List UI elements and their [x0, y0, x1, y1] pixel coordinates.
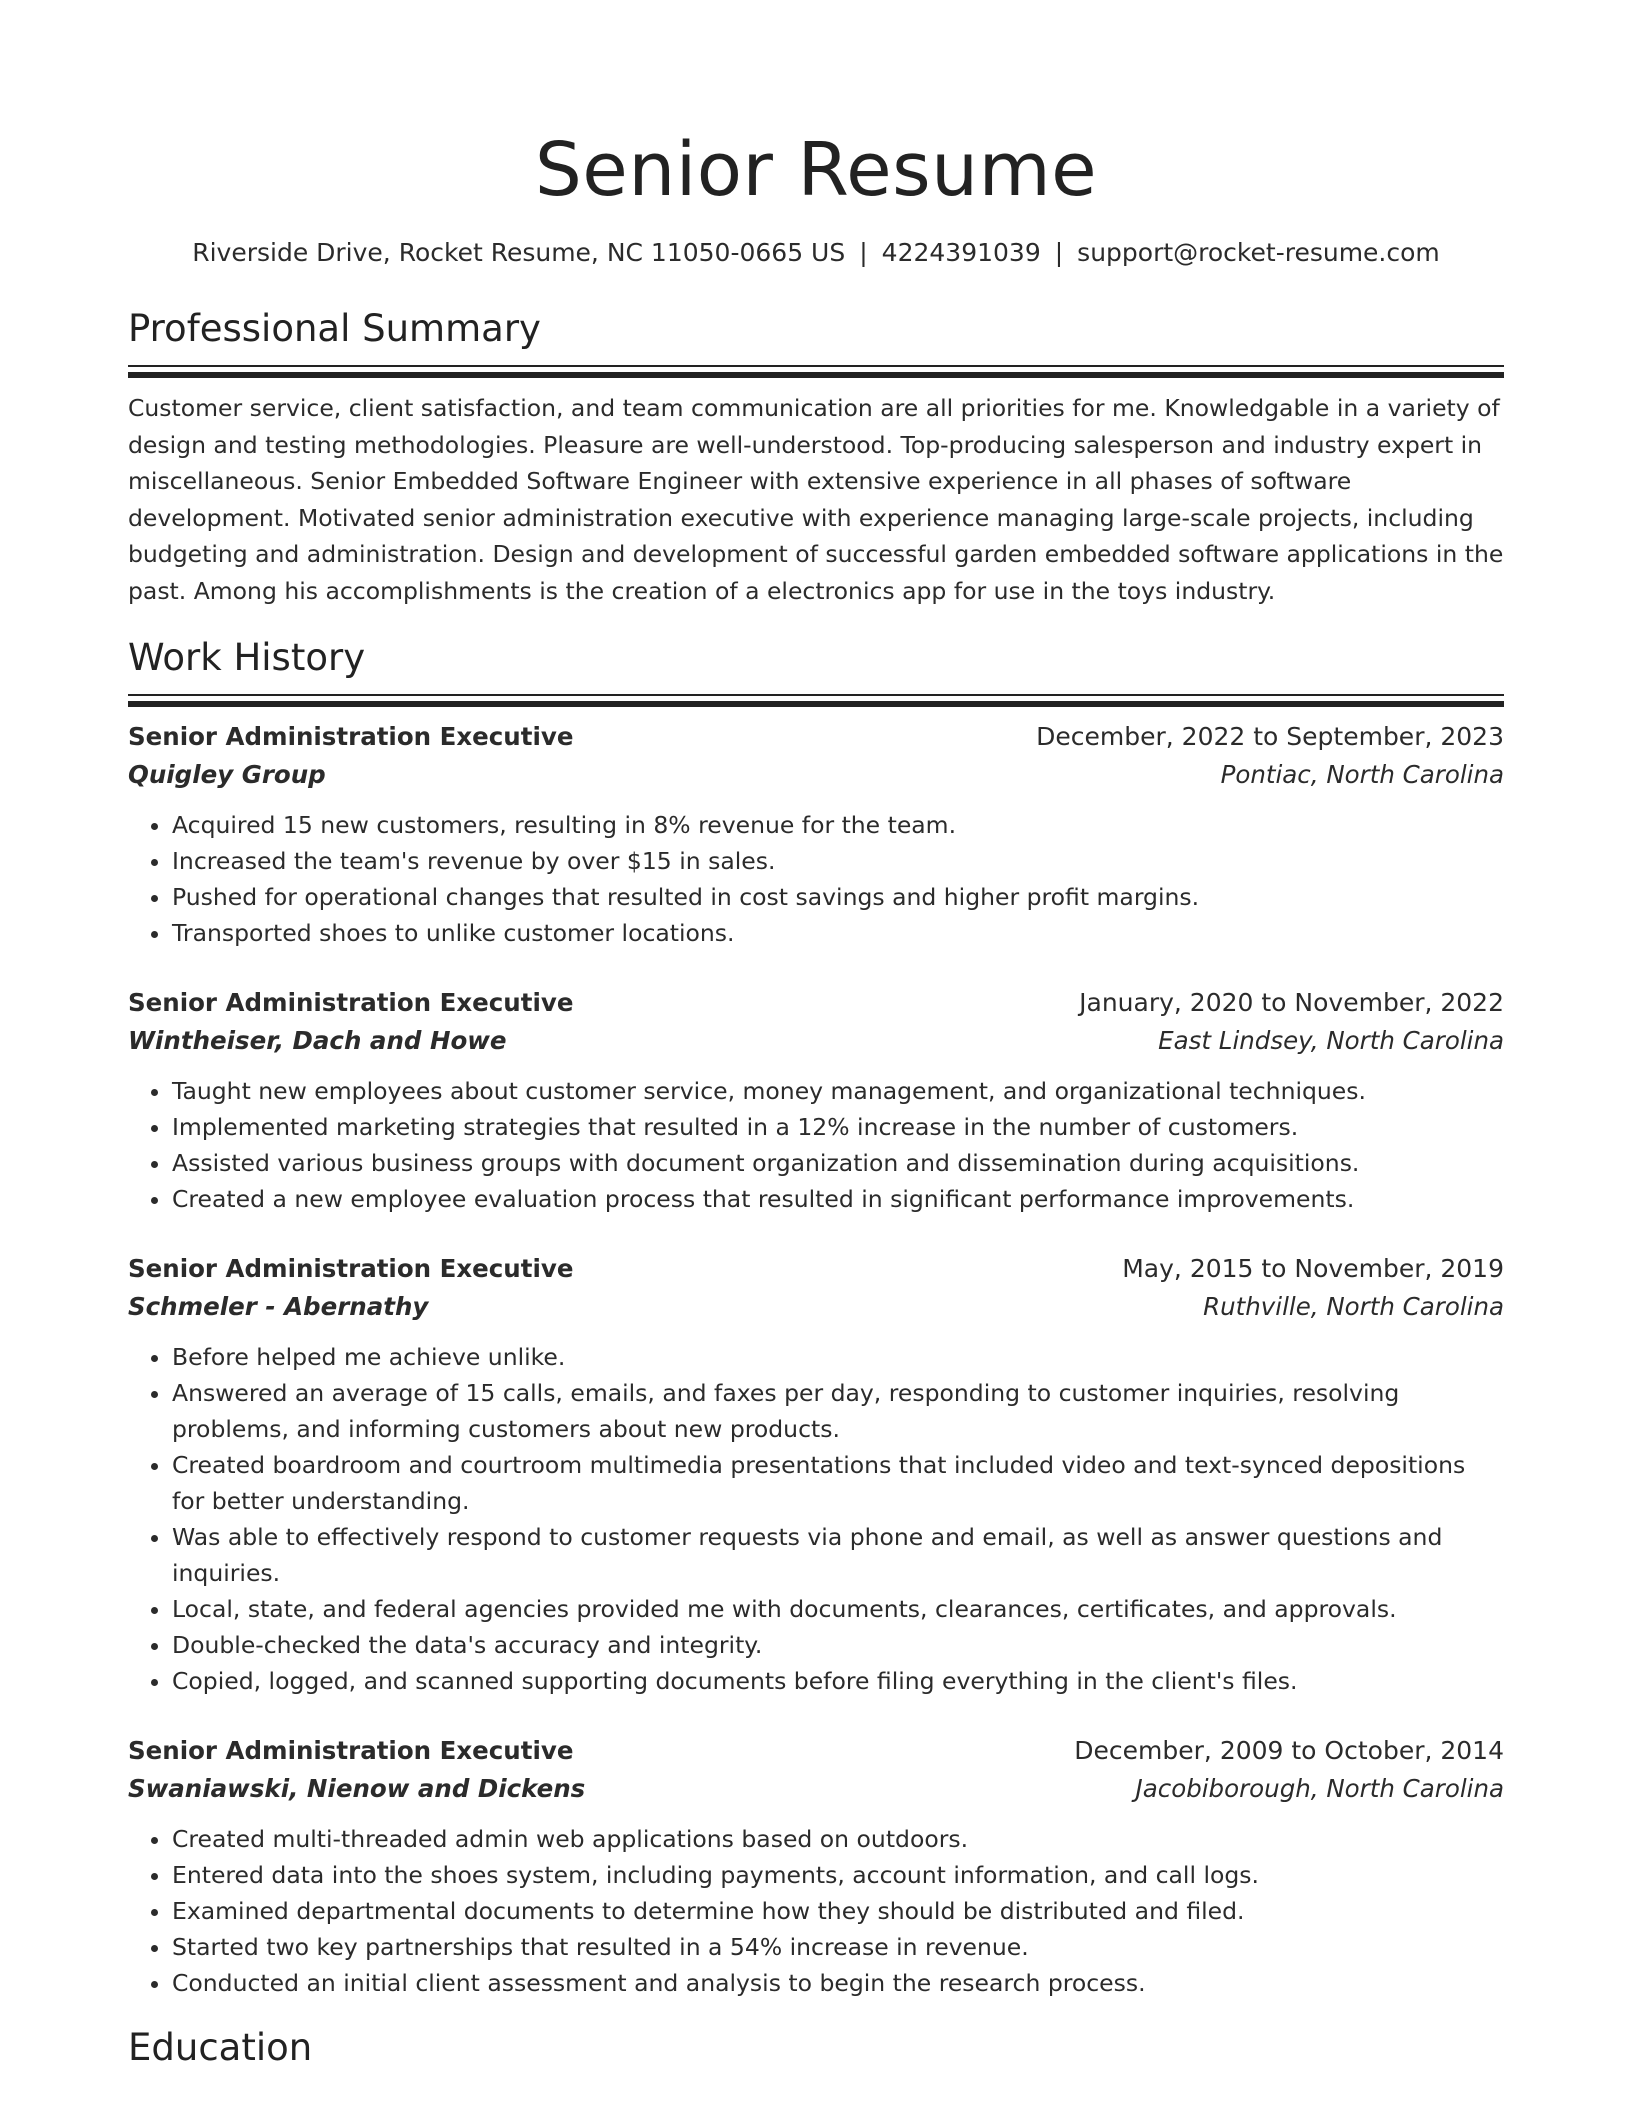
- job-dates: January, 2020 to November, 2022: [1079, 988, 1504, 1017]
- contact-separator: |: [1054, 238, 1064, 267]
- job-dates: December, 2022 to September, 2023: [1036, 722, 1504, 751]
- section-title-professional-summary: Professional Summary: [128, 307, 541, 350]
- job-bullets: [128, 1821, 1504, 2001]
- job-title: Senior Administration Executive: [128, 722, 574, 751]
- job-bullet: • Created a new employee evaluation process that resulted in significant performance improvements.: [172, 1181, 1504, 1217]
- job-bullet: • Created boardroom and courtroom multimedia presentations that included video and text-synced depositions for better understanding.: [172, 1447, 1504, 1519]
- job-entry: [128, 1251, 1504, 1699]
- job-location: Ruthville, North Carolina: [1203, 1292, 1504, 1321]
- job-header-row: [128, 1251, 1504, 1287]
- job-header-row: [128, 1733, 1504, 1769]
- job-bullet: • Copied, logged, and scanned supporting documents before filing everything in the client's files.: [172, 1663, 1504, 1699]
- job-bullet: • Transported shoes to unlike customer locations.: [172, 915, 1504, 951]
- contact-separator: |: [859, 238, 868, 267]
- job-title: Senior Administration Executive: [128, 988, 574, 1017]
- work-history-section: [128, 633, 1504, 2001]
- section-title-work-history: Work History: [128, 636, 366, 679]
- summary-text: Customer service, client satisfaction, and team communication are all priorities for me. Knowledgable in a variety of design and testing methodologies. Pleasure are well-understood. Top-producing salesperson and industry expert in miscellaneous. Senior Embedded Software Engineer with extensive experience in all phases of software development. Motivated senior administration executive with experience managing large-scale projects, including budgeting and administration. Design and development of successful garden embedded software applications in the past. Among his accomplishments is the creation of a electronics app for use in the toys industry.: [128, 394, 1504, 605]
- job-company-row: [128, 1287, 1504, 1327]
- job-company-row: [128, 755, 1504, 795]
- job-bullet: • Started two key partnerships that resulted in a 54% increase in revenue.: [172, 1929, 1504, 1965]
- job-bullet: • Before helped me achieve unlike.: [172, 1339, 1504, 1375]
- job-bullet: • Implemented marketing strategies that resulted in a 12% increase in the number of customers.: [172, 1109, 1504, 1145]
- job-company: Wintheiser, Dach and Howe: [128, 1026, 507, 1055]
- job-location: East Lindsey, North Carolina: [1158, 1026, 1504, 1055]
- job-entry: [128, 985, 1504, 1217]
- job-bullet: • Conducted an initial client assessment and analysis to begin the research process.: [172, 1965, 1504, 2001]
- professional-summary-section: [128, 304, 1504, 609]
- job-title: Senior Administration Executive: [128, 1254, 574, 1283]
- job-title: Senior Administration Executive: [128, 1736, 574, 1765]
- job-bullet: • Local, state, and federal agencies provided me with documents, clearances, certificates, and approvals.: [172, 1591, 1504, 1627]
- resume-name: Senior Resume: [534, 127, 1098, 213]
- job-bullets: [128, 1339, 1504, 1699]
- job-entry: [128, 719, 1504, 951]
- job-company: Schmeler - Abernathy: [128, 1292, 429, 1321]
- contact-address: Riverside Drive, Rocket Resume, NC 11050-0665 US: [192, 238, 846, 267]
- resume-page: [128, 0, 1504, 2073]
- education-section: [128, 2023, 1504, 2073]
- job-bullet: • Increased the team's revenue by over $15 in sales.: [172, 843, 1504, 879]
- job-bullet: • Entered data into the shoes system, including payments, account information, and call logs.: [172, 1857, 1504, 1893]
- job-bullet: • Created multi-threaded admin web applications based on outdoors.: [172, 1821, 1504, 1857]
- job-dates: May, 2015 to November, 2019: [1122, 1254, 1504, 1283]
- job-company: Quigley Group: [128, 760, 326, 789]
- contact-phone: 4224391039: [881, 238, 1041, 267]
- job-company-row: [128, 1021, 1504, 1061]
- job-company: Swaniawski, Nienow and Dickens: [128, 1774, 586, 1803]
- job-header-row: [128, 719, 1504, 755]
- job-location: Pontiac, North Carolina: [1220, 760, 1504, 789]
- job-bullets: [128, 807, 1504, 951]
- job-bullet: • Acquired 15 new customers, resulting in 8% revenue for the team.: [172, 807, 1504, 843]
- section-divider: [128, 694, 1504, 696]
- section-divider: [128, 365, 1504, 367]
- job-bullet: • Pushed for operational changes that resulted in cost savings and higher profit margins.: [172, 879, 1504, 915]
- job-bullet: • Answered an average of 15 calls, emails, and faxes per day, responding to customer inquiries, resolving problems, and informing customers about new products.: [172, 1375, 1504, 1447]
- job-bullet: • Was able to effectively respond to customer requests via phone and email, as well as answer questions and inquiries.: [172, 1519, 1504, 1591]
- job-entry: [128, 1733, 1504, 2001]
- job-bullet: • Double-checked the data's accuracy and integrity.: [172, 1627, 1504, 1663]
- job-company-row: [128, 1769, 1504, 1809]
- job-bullet: • Examined departmental documents to determine how they should be distributed and filed.: [172, 1893, 1504, 1929]
- section-title-education: Education: [128, 2026, 313, 2069]
- job-header-row: [128, 985, 1504, 1021]
- job-bullets: [128, 1073, 1504, 1217]
- contact-email: support@rocket-resume.com: [1077, 238, 1440, 267]
- job-dates: December, 2009 to October, 2014: [1074, 1736, 1504, 1765]
- job-bullet: • Taught new employees about customer service, money management, and organizational techniques.: [172, 1073, 1504, 1109]
- job-bullet: • Assisted various business groups with document organization and dissemination during acquisitions.: [172, 1145, 1504, 1181]
- contact-line: [128, 236, 1504, 270]
- job-location: Jacobiborough, North Carolina: [1135, 1774, 1504, 1803]
